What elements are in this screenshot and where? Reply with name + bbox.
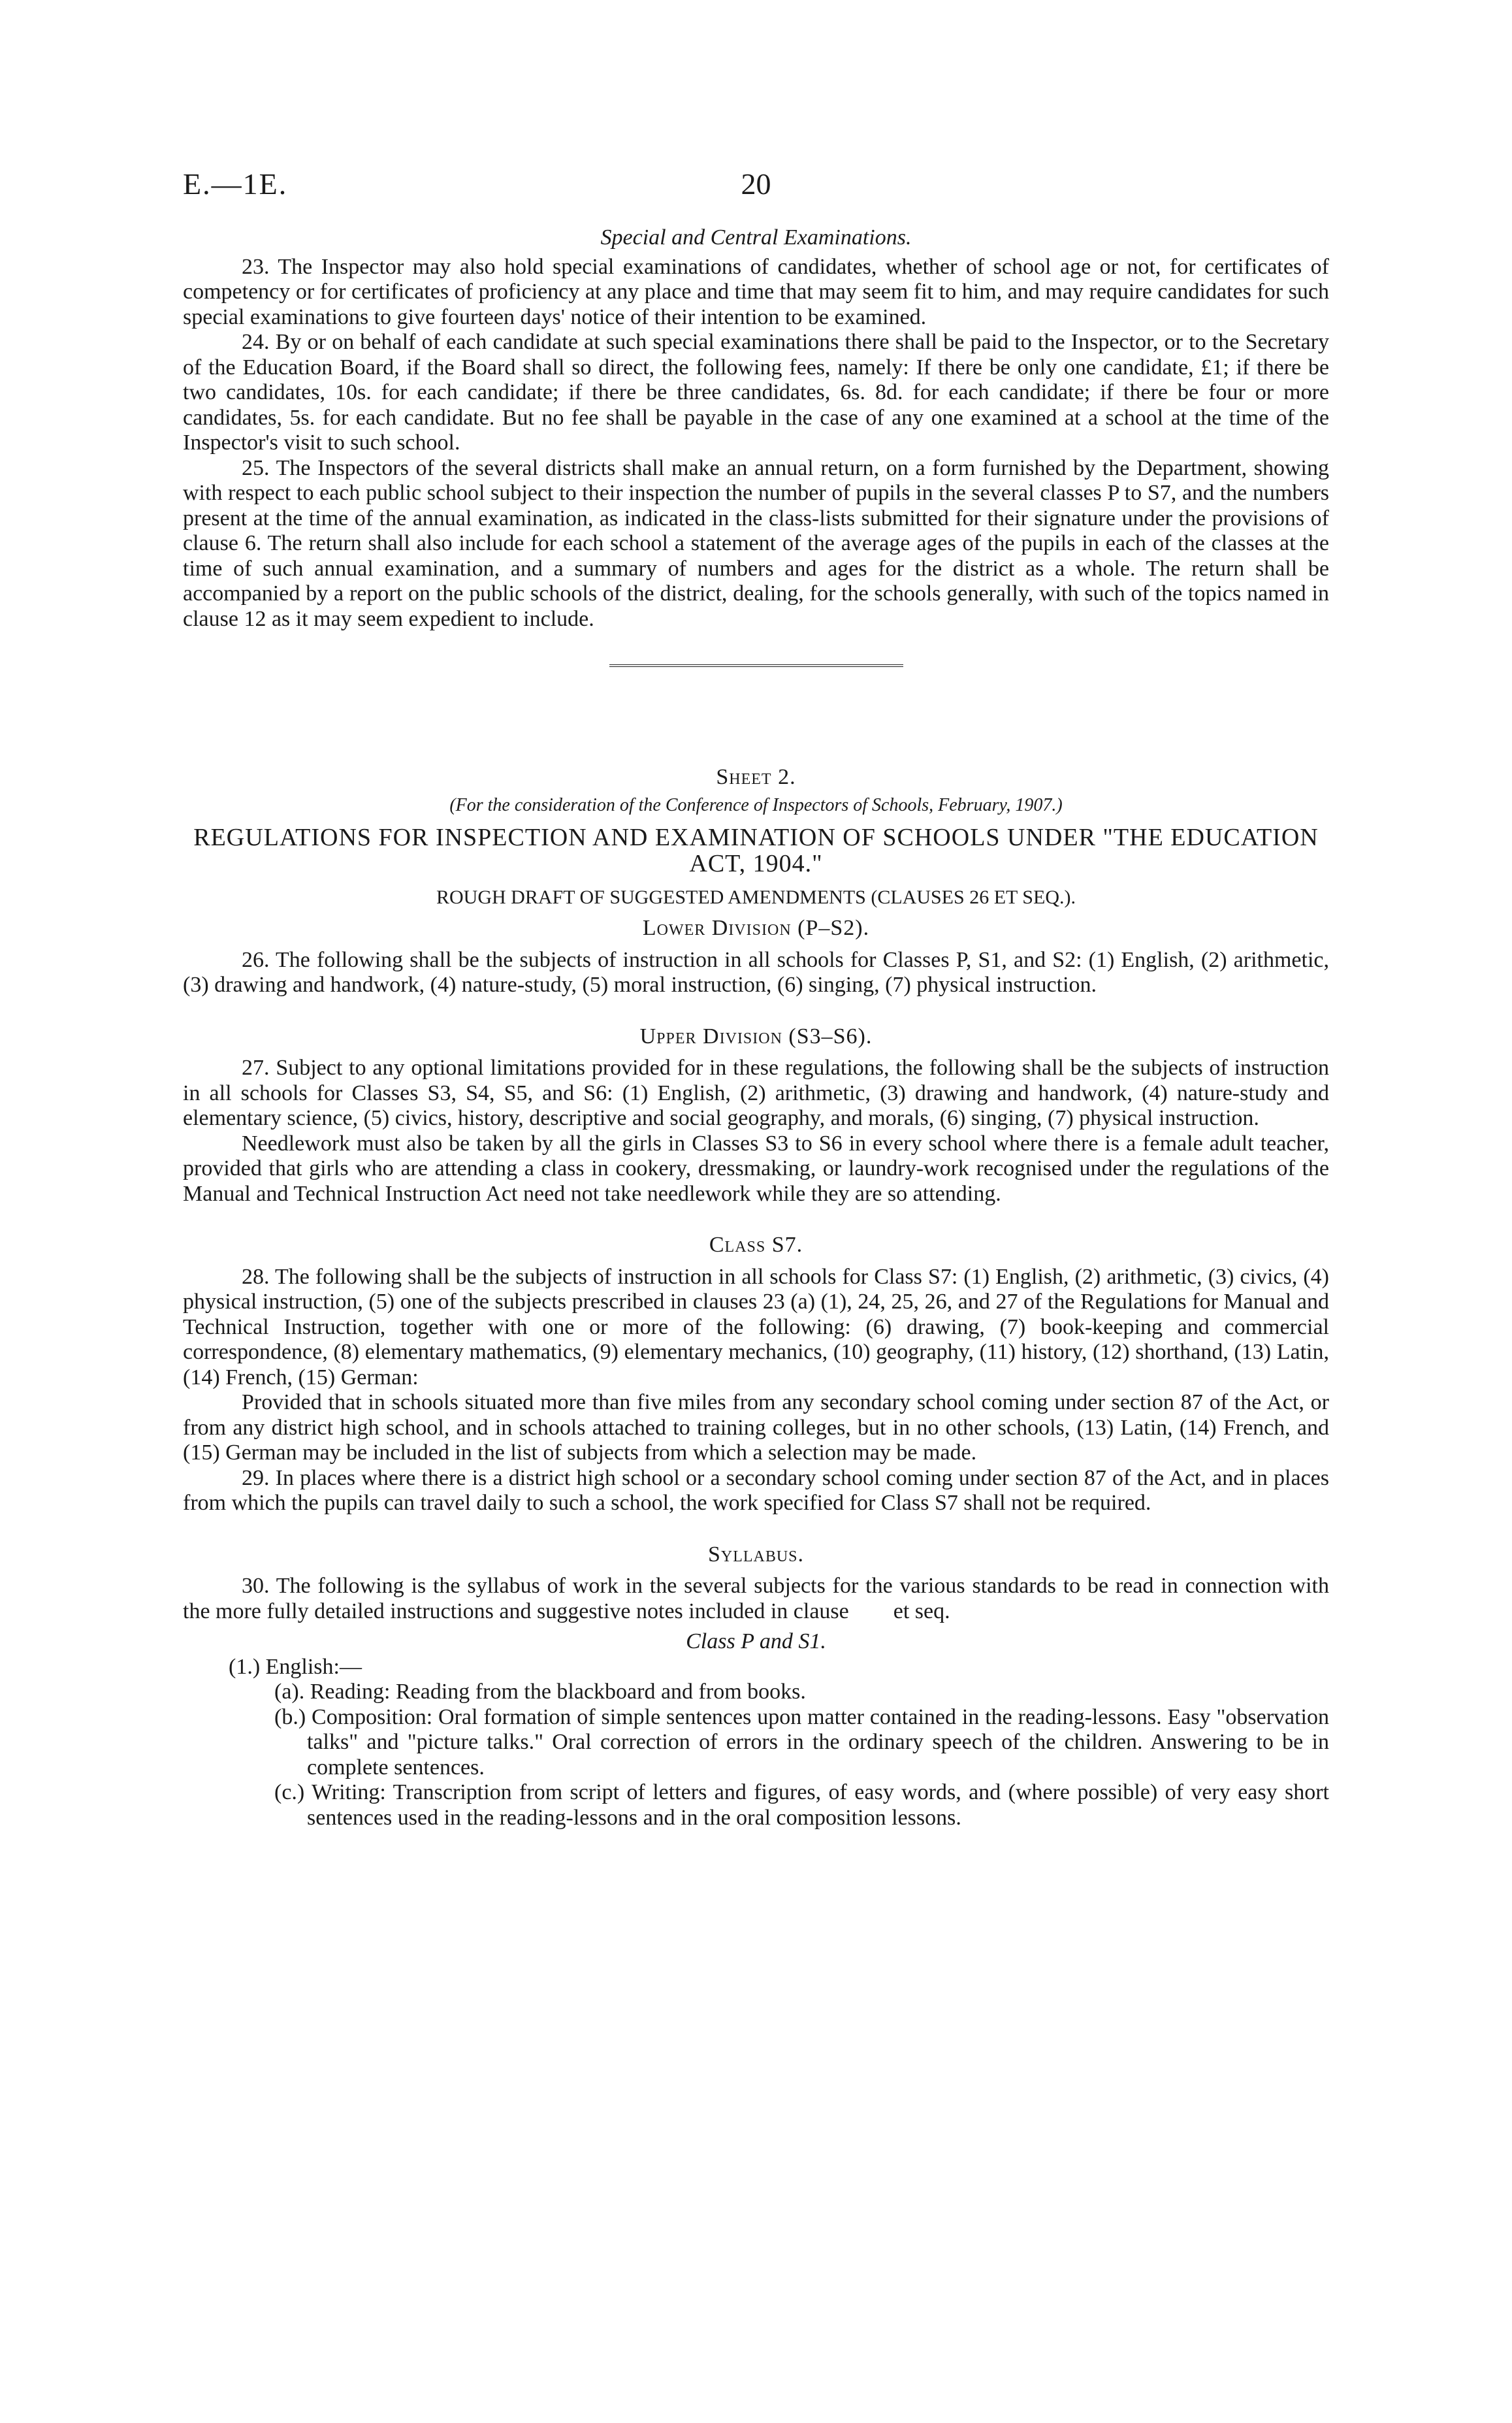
page-header <box>183 167 1329 206</box>
clause-26: 26. The following shall be the subjects of instruction in all schools for Classes P, S1, and S2: (1) English, (2) arithmetic, (3) drawing and handwork, (4) nature-study, (5) moral instruction, (6) singing, (7) physical instruction. <box>183 947 1329 997</box>
conference-note: (For the consideration of the Conference of Inspectors of Schools, February, 1907.) <box>449 794 1063 815</box>
clause-23: 23. The Inspector may also hold special examinations of candidates, whether of school age or not, for certificates of competency or for certificates of proficiency at any place and time that may seem fit to him, and may require candidates for such special examinations to give fourteen days' notice of their intention to be examined. <box>183 254 1329 329</box>
syllabus-item-reading: (a). Reading: Reading from the blackboard and from books. <box>274 1680 806 1704</box>
clause-24: 24. By or on behalf of each candidate at such special examinations there shall be paid to the Inspector, or to the Secretary of the Education Board, if the Board shall so direct, the following fees, namely: If there be only one candidate, £1; if there be two candidates, 10s. for each candidate; if there be three candidates, 6s. 8d. for each candidate; if there be four or more candidates, 5s. for each candidate. But no fee shall be payable in the case of any one examined at a school at the time of the Inspector's visit to such school. <box>183 330 1329 455</box>
double-rule <box>609 664 903 667</box>
page-number: 20 <box>741 167 771 201</box>
syllabus-item-composition: (b.) Composition: Oral formation of simple sentences upon matter contained in the reading-lessons. Easy "observation talks" and "picture talks." Oral correction of errors in the ordinary speech of the children. Answering to be in complete sentences. <box>274 1704 1329 1780</box>
syllabus-heading: Syllabus. <box>707 1542 805 1567</box>
clause-28-proviso: Provided that in schools situated more than five miles from any secondary school coming under section 87 of the Act, or from any district high school, and in schools attached to training colleges, but in no other schools, (13) Latin, (14) French, and (15) German may be included in the list of subjects from which a selection may be made. <box>183 1390 1329 1465</box>
needlework-paragraph: Needlework must also be taken by all the girls in Classes S3 to S6 in every school where there is a female adult teacher, provided that girls who are attending a class in cookery, dressmaking, or laundry-work recognised under the regulations of the Manual and Technical Instruction Act need not take needlework while they are so attending. <box>183 1131 1329 1206</box>
syllabus-item-writing: (c.) Writing: Transcription from script of letters and figures, of easy words, and (where possible) of very easy short sentences used in the reading-lessons and in the oral composition lessons. <box>274 1780 1329 1830</box>
clause-29: 29. In places where there is a district high school or a secondary school coming under section 87 of the Act, and in places from which the pupils can travel daily to such a school, the work specified for Class S7 shall not be required. <box>183 1465 1329 1515</box>
clause-30: 30. The following is the syllabus of work in the several subjects for the various standards to be read in connection with the more fully detailed instructions and suggestive notes included in clause et seq. <box>183 1574 1335 1623</box>
upper-division-heading: Upper Division (S3–S6). <box>639 1024 873 1049</box>
rough-draft-subtitle: ROUGH DRAFT OF SUGGESTED AMENDMENTS (CLAUSES 26 ET SEQ.). <box>436 886 1076 908</box>
class-s7-heading: Class S7. <box>709 1233 803 1257</box>
section-divider <box>183 664 1329 667</box>
section-reference: E.—1E. <box>183 167 288 201</box>
english-subject-label: (1.) English:— <box>229 1654 362 1679</box>
clause-27: 27. Subject to any optional limitations provided for in these regulations, the following shall be the subjects of instruction in all schools for Classes S3, S4, S5, and S6: (1) English, (2) arithmetic, (3) drawing and handwork, (4) nature-study and elementary science, (5) civics, history, descriptive and social geography, and morals, (6) singing, (7) physical instruction. <box>183 1056 1329 1130</box>
regulations-title: REGULATIONS FOR INSPECTION AND EXAMINATION OF SCHOOLS UNDER "THE EDUCATION ACT, 1904." <box>193 824 1319 877</box>
sheet-label: Sheet 2. <box>716 765 796 789</box>
page-body <box>183 225 1335 1830</box>
lower-division-heading: Lower Division (P–S2). <box>642 916 870 940</box>
clause-25: 25. The Inspectors of the several districts shall make an annual return, on a form furnished by the Department, showing with respect to each public school subject to their inspection the number of pupils in the several classes P to S7, and the numbers present at the time of the annual examination, as indicated in the class-lists submitted for their signature under the provisions of clause 6. The return shall also include for each school a statement of the average ages of the pupils in each of the classes at the time of such annual examination, and a summary of numbers and ages for the district as a whole. The return shall be accompanied by a report on the public schools of the district, dealing, for the schools generally, with such of the topics named in clause 12 as it may seem expedient to include. <box>183 455 1329 631</box>
class-p-s1-heading: Class P and S1. <box>686 1629 826 1653</box>
clause-28: 28. The following shall be the subjects of instruction in all schools for Class S7: (1) English, (2) arithmetic, (3) civics, (4) physical instruction, (5) one of the subjects prescribed in clauses 23 (a) (1), 24, 25, 26, and 27 of the Regulations for Manual and Technical Instruction, together with one or more of the following: (6) drawing, (7) book-keeping and commercial correspondence, (8) elementary mathematics, (9) elementary mechanics, (10) geography, (11) history, (12) shorthand, (13) Latin, (14) French, (15) German: <box>183 1264 1329 1390</box>
special-examinations-heading: Special and Central Examinations. <box>600 225 912 250</box>
